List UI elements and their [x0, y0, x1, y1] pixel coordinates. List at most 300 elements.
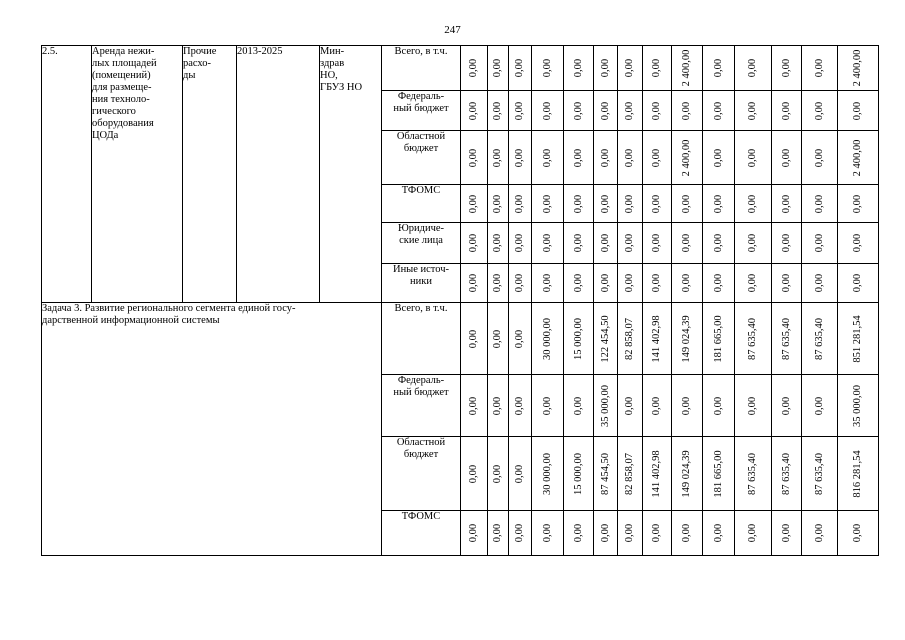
task-title: Задача 3. Развитие регионального сегмента единой госу- дарственной информационной системы: [42, 303, 382, 556]
value-text: 0,00: [599, 233, 611, 253]
value-text: 0,00: [513, 194, 525, 213]
value-text: 0,00: [680, 523, 692, 543]
value-cell: [703, 131, 735, 185]
value-cell: [564, 303, 594, 375]
value-text: 141 402,98: [650, 449, 662, 498]
value-cell: [802, 91, 838, 131]
value-cell: [772, 46, 802, 91]
value-text: 851 281,54: [851, 314, 863, 363]
value-text: 0,00: [712, 273, 724, 293]
value-cell: [802, 264, 838, 303]
value-cell: [594, 437, 618, 511]
value-text: 0,00: [780, 58, 792, 78]
value-cell: [618, 131, 643, 185]
value-cell: [735, 264, 772, 303]
value-cell: [594, 223, 618, 264]
value-text: 2 400,00: [851, 49, 863, 87]
value-cell: [838, 375, 879, 437]
value-text: 0,00: [513, 329, 525, 348]
value-text: 87 454,50: [599, 452, 611, 495]
value-text: 0,00: [572, 396, 584, 415]
value-text: 0,00: [599, 523, 611, 543]
value-text: 0,00: [623, 101, 635, 120]
expense-type: Прочие расхо- ды: [183, 46, 237, 303]
value-text: 0,00: [746, 233, 758, 253]
value-cell: [643, 437, 672, 511]
value-cell: [838, 303, 879, 375]
value-text: 15 000,00: [572, 452, 584, 495]
value-cell: [594, 46, 618, 91]
value-text: 0,00: [650, 273, 662, 293]
value-text: 0,00: [467, 58, 479, 78]
value-text: 0,00: [650, 233, 662, 253]
value-text: 30 000,00: [541, 317, 553, 360]
value-cell: [618, 223, 643, 264]
value-cell: [672, 223, 703, 264]
value-text: 0,00: [746, 396, 758, 415]
value-text: 15 000,00: [572, 317, 584, 360]
value-cell: [618, 185, 643, 223]
value-cell: [509, 375, 532, 437]
value-text: 0,00: [467, 523, 479, 543]
value-text: 0,00: [851, 273, 863, 293]
value-cell: [488, 437, 509, 511]
value-text: 0,00: [599, 148, 611, 167]
value-cell: [532, 303, 564, 375]
value-cell: [802, 375, 838, 437]
value-cell: [618, 46, 643, 91]
value-text: 0,00: [513, 464, 525, 483]
value-text: 0,00: [491, 101, 503, 120]
executor: Мин- здрав НО, ГБУЗ НО: [320, 46, 382, 303]
funding-source: Всего, в т.ч.: [382, 303, 461, 375]
value-cell: [838, 46, 879, 91]
value-cell: [703, 185, 735, 223]
value-cell: [703, 303, 735, 375]
value-cell: [643, 185, 672, 223]
value-cell: [703, 223, 735, 264]
value-cell: [772, 375, 802, 437]
value-text: 122 454,50: [599, 314, 611, 363]
value-text: 35 000,00: [599, 384, 611, 427]
value-cell: [772, 511, 802, 556]
value-text: 0,00: [813, 523, 825, 543]
value-cell: [509, 511, 532, 556]
value-cell: [802, 437, 838, 511]
value-cell: [594, 131, 618, 185]
value-text: 0,00: [491, 329, 503, 348]
value-cell: [509, 185, 532, 223]
value-text: 0,00: [541, 396, 553, 415]
value-cell: [643, 223, 672, 264]
funding-source: Всего, в т.ч.: [382, 46, 461, 91]
value-text: 87 635,40: [746, 317, 758, 360]
table-row: [42, 46, 879, 91]
value-text: 0,00: [780, 396, 792, 415]
value-cell: [802, 185, 838, 223]
value-cell: [735, 131, 772, 185]
value-cell: [461, 264, 488, 303]
value-text: 0,00: [851, 101, 863, 120]
value-cell: [838, 264, 879, 303]
value-cell: [618, 303, 643, 375]
value-cell: [564, 437, 594, 511]
value-cell: [838, 437, 879, 511]
value-cell: [703, 375, 735, 437]
value-text: 2 400,00: [851, 139, 863, 176]
value-cell: [564, 46, 594, 91]
value-cell: [618, 511, 643, 556]
value-cell: [643, 303, 672, 375]
value-cell: [461, 375, 488, 437]
value-text: 0,00: [813, 194, 825, 213]
value-text: 0,00: [467, 101, 479, 120]
value-cell: [672, 185, 703, 223]
value-cell: [672, 437, 703, 511]
value-cell: [735, 303, 772, 375]
value-text: 0,00: [780, 233, 792, 253]
value-text: 0,00: [467, 148, 479, 167]
value-cell: [672, 131, 703, 185]
value-cell: [509, 223, 532, 264]
value-cell: [564, 511, 594, 556]
value-cell: [488, 264, 509, 303]
value-text: 2 400,00: [680, 139, 692, 176]
value-text: 0,00: [813, 233, 825, 253]
value-cell: [564, 375, 594, 437]
value-text: 0,00: [599, 101, 611, 120]
value-text: 0,00: [623, 273, 635, 293]
value-text: 0,00: [513, 58, 525, 78]
value-text: 0,00: [650, 148, 662, 167]
value-text: 0,00: [680, 101, 692, 120]
value-text: 0,00: [680, 273, 692, 293]
value-cell: [838, 131, 879, 185]
value-text: 0,00: [623, 58, 635, 78]
value-cell: [564, 131, 594, 185]
value-text: 35 000,00: [851, 384, 863, 427]
value-cell: [838, 91, 879, 131]
value-cell: [643, 264, 672, 303]
value-text: 0,00: [623, 194, 635, 213]
value-text: 87 635,40: [780, 452, 792, 495]
value-text: 0,00: [467, 464, 479, 483]
value-text: 0,00: [467, 194, 479, 213]
value-text: 149 024,39: [680, 449, 692, 498]
value-cell: [772, 303, 802, 375]
value-text: 82 858,07: [623, 317, 635, 360]
value-text: 0,00: [780, 523, 792, 543]
value-text: 87 635,40: [746, 452, 758, 495]
value-text: 0,00: [467, 273, 479, 293]
value-text: 0,00: [623, 148, 635, 167]
funding-table: [41, 45, 879, 556]
value-cell: [703, 91, 735, 131]
value-text: 0,00: [712, 58, 724, 78]
value-cell: [461, 91, 488, 131]
value-text: 0,00: [813, 58, 825, 78]
value-text: 0,00: [650, 194, 662, 213]
value-cell: [735, 375, 772, 437]
value-text: 87 635,40: [780, 317, 792, 360]
value-text: 0,00: [541, 101, 553, 120]
value-text: 0,00: [746, 523, 758, 543]
value-text: 0,00: [513, 233, 525, 253]
value-cell: [772, 131, 802, 185]
value-cell: [461, 303, 488, 375]
value-text: 0,00: [746, 101, 758, 120]
page-number: 247: [444, 24, 461, 36]
value-cell: [488, 46, 509, 91]
value-cell: [461, 46, 488, 91]
value-cell: [735, 223, 772, 264]
value-text: 0,00: [513, 273, 525, 293]
value-cell: [672, 303, 703, 375]
value-cell: [461, 437, 488, 511]
value-cell: [461, 131, 488, 185]
value-cell: [802, 303, 838, 375]
value-cell: [488, 223, 509, 264]
value-cell: [802, 131, 838, 185]
value-cell: [672, 375, 703, 437]
value-cell: [735, 511, 772, 556]
value-cell: [643, 511, 672, 556]
value-cell: [532, 264, 564, 303]
value-text: 0,00: [541, 58, 553, 78]
value-cell: [532, 131, 564, 185]
value-text: 0,00: [491, 194, 503, 213]
value-cell: [618, 91, 643, 131]
value-cell: [618, 375, 643, 437]
value-cell: [532, 437, 564, 511]
period: 2013-2025: [237, 46, 320, 303]
value-text: 0,00: [491, 233, 503, 253]
value-cell: [672, 46, 703, 91]
value-text: 0,00: [712, 396, 724, 415]
value-text: 0,00: [491, 464, 503, 483]
value-text: 0,00: [513, 101, 525, 120]
value-cell: [735, 46, 772, 91]
value-text: 0,00: [572, 273, 584, 293]
value-text: 181 665,00: [712, 314, 724, 363]
value-cell: [703, 264, 735, 303]
value-cell: [735, 185, 772, 223]
value-text: 0,00: [572, 194, 584, 213]
value-text: 0,00: [851, 233, 863, 253]
value-text: 181 665,00: [712, 449, 724, 498]
value-cell: [772, 91, 802, 131]
value-cell: [509, 91, 532, 131]
value-text: 0,00: [813, 101, 825, 120]
value-cell: [461, 185, 488, 223]
value-text: 0,00: [746, 58, 758, 78]
funding-source: Иные источ- ники: [382, 264, 461, 303]
value-cell: [838, 185, 879, 223]
value-cell: [488, 375, 509, 437]
value-cell: [643, 91, 672, 131]
value-cell: [488, 303, 509, 375]
value-cell: [564, 264, 594, 303]
funding-source: Областной бюджет: [382, 131, 461, 185]
value-cell: [594, 185, 618, 223]
value-cell: [594, 264, 618, 303]
value-cell: [532, 223, 564, 264]
value-text: 0,00: [680, 396, 692, 415]
value-cell: [564, 91, 594, 131]
table-row: [42, 303, 879, 375]
value-cell: [509, 131, 532, 185]
item-number: 2.5.: [42, 46, 92, 303]
value-text: 0,00: [623, 396, 635, 415]
value-cell: [532, 375, 564, 437]
value-text: 149 024,39: [680, 314, 692, 363]
value-text: 0,00: [513, 148, 525, 167]
value-text: 0,00: [491, 148, 503, 167]
value-cell: [532, 91, 564, 131]
value-cell: [532, 46, 564, 91]
value-text: 0,00: [541, 523, 553, 543]
value-text: 0,00: [513, 523, 525, 543]
value-cell: [594, 303, 618, 375]
value-text: 0,00: [467, 233, 479, 253]
value-cell: [509, 46, 532, 91]
value-cell: [772, 223, 802, 264]
value-text: 0,00: [780, 273, 792, 293]
value-cell: [703, 46, 735, 91]
value-text: 87 635,40: [813, 452, 825, 495]
value-cell: [802, 46, 838, 91]
value-cell: [532, 185, 564, 223]
value-cell: [643, 375, 672, 437]
value-text: 0,00: [541, 233, 553, 253]
value-text: 82 858,07: [623, 452, 635, 495]
value-cell: [672, 264, 703, 303]
value-text: 0,00: [491, 396, 503, 415]
value-cell: [643, 131, 672, 185]
funding-source: Юридиче- ские лица: [382, 223, 461, 264]
value-cell: [488, 185, 509, 223]
value-cell: [594, 375, 618, 437]
value-cell: [564, 223, 594, 264]
value-text: 0,00: [491, 523, 503, 543]
value-text: 0,00: [813, 148, 825, 167]
value-cell: [772, 437, 802, 511]
funding-source: Федераль- ный бюджет: [382, 375, 461, 437]
value-text: 87 635,40: [813, 317, 825, 360]
value-cell: [772, 185, 802, 223]
value-cell: [488, 131, 509, 185]
value-cell: [461, 511, 488, 556]
value-text: 0,00: [712, 148, 724, 167]
value-text: 0,00: [813, 273, 825, 293]
funding-source: Областной бюджет: [382, 437, 461, 511]
value-cell: [838, 511, 879, 556]
value-text: 0,00: [599, 194, 611, 213]
value-cell: [594, 91, 618, 131]
value-text: 0,00: [813, 396, 825, 415]
value-cell: [802, 511, 838, 556]
funding-source: Федераль- ный бюджет: [382, 91, 461, 131]
value-text: 0,00: [513, 396, 525, 415]
value-text: 0,00: [467, 396, 479, 415]
value-cell: [772, 264, 802, 303]
value-cell: [703, 437, 735, 511]
value-text: 0,00: [712, 101, 724, 120]
value-cell: [672, 511, 703, 556]
value-cell: [802, 223, 838, 264]
value-cell: [594, 511, 618, 556]
value-cell: [703, 511, 735, 556]
value-cell: [735, 91, 772, 131]
value-text: 0,00: [572, 58, 584, 78]
value-text: 0,00: [780, 148, 792, 167]
value-text: 0,00: [746, 194, 758, 213]
funding-source: ТФОМС: [382, 511, 461, 556]
item-name: Аренда нежи- лых площадей (помещений) для размеще- ния техноло- гического оборудования ЦОДа: [92, 46, 183, 303]
value-text: 0,00: [712, 233, 724, 253]
value-text: 0,00: [712, 523, 724, 543]
value-text: 0,00: [851, 194, 863, 213]
value-cell: [735, 437, 772, 511]
funding-source: ТФОМС: [382, 185, 461, 223]
value-cell: [509, 303, 532, 375]
value-text: 0,00: [712, 194, 724, 213]
value-text: 0,00: [541, 194, 553, 213]
value-text: 0,00: [650, 101, 662, 120]
value-text: 0,00: [541, 273, 553, 293]
value-cell: [564, 185, 594, 223]
value-cell: [838, 223, 879, 264]
value-text: 816 281,54: [851, 449, 863, 498]
value-text: 0,00: [541, 148, 553, 167]
value-text: 0,00: [572, 148, 584, 167]
value-text: 141 402,98: [650, 314, 662, 363]
value-cell: [643, 46, 672, 91]
value-text: 0,00: [599, 58, 611, 78]
value-cell: [461, 223, 488, 264]
value-text: 0,00: [491, 273, 503, 293]
value-text: 0,00: [746, 273, 758, 293]
value-text: 0,00: [680, 194, 692, 213]
value-text: 0,00: [572, 233, 584, 253]
value-text: 0,00: [491, 58, 503, 78]
value-text: 0,00: [780, 194, 792, 213]
value-text: 0,00: [599, 273, 611, 293]
value-text: 0,00: [623, 523, 635, 543]
value-cell: [488, 511, 509, 556]
value-cell: [509, 264, 532, 303]
value-text: 0,00: [780, 101, 792, 120]
value-cell: [672, 91, 703, 131]
value-text: 0,00: [746, 148, 758, 167]
value-text: 0,00: [467, 329, 479, 348]
value-text: 0,00: [851, 523, 863, 543]
value-text: 0,00: [650, 58, 662, 78]
value-text: 0,00: [572, 523, 584, 543]
value-text: 0,00: [680, 233, 692, 253]
value-cell: [532, 511, 564, 556]
value-text: 2 400,00: [680, 49, 692, 87]
value-text: 0,00: [623, 233, 635, 253]
value-text: 0,00: [650, 523, 662, 543]
value-cell: [618, 437, 643, 511]
value-cell: [618, 264, 643, 303]
value-cell: [488, 91, 509, 131]
value-text: 0,00: [650, 396, 662, 415]
value-text: 30 000,00: [541, 452, 553, 495]
value-cell: [509, 437, 532, 511]
value-text: 0,00: [572, 101, 584, 120]
